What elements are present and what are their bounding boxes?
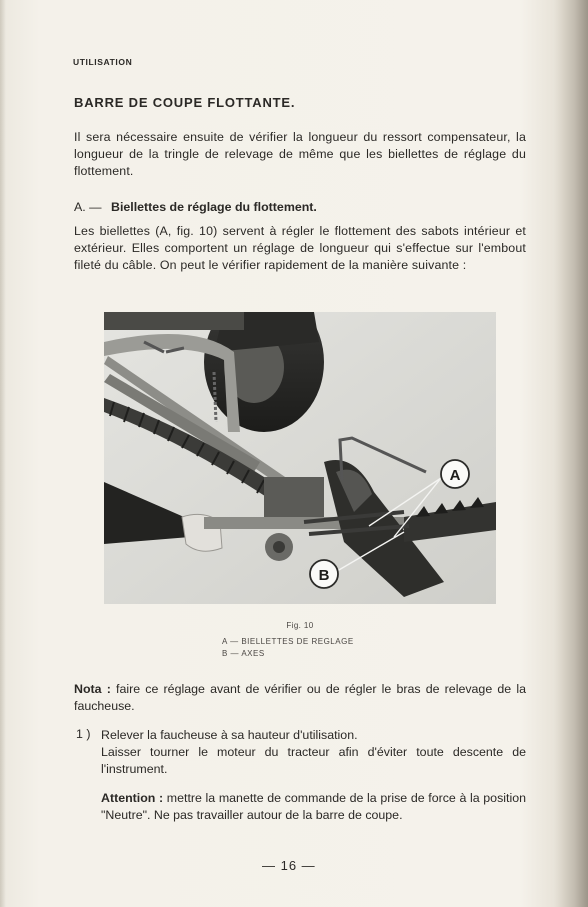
subsection-paragraph: Les biellettes (A, fig. 10) servent à régler le flottement des sabots intérieur et extérieur. Elles comportent un réglage de longueur qui s'effectue sur l'embout fileté du câble. On peut le vérifier rapidement de la manière suivante : <box>74 224 526 272</box>
nota-label: Nota : <box>74 682 111 696</box>
nota-paragraph <box>74 681 526 715</box>
attention-paragraph <box>101 790 526 824</box>
subsection-title: Biellettes de réglage du flottement. <box>111 200 317 214</box>
figure-caption: Fig. 10 <box>286 621 314 630</box>
attention-label: Attention : <box>101 791 164 805</box>
attention-text: mettre la manette de commande de la prise de force à la position "Neutre". Ne pas travailler autour de la barre de coupe. <box>101 791 526 822</box>
step-line-1: Relever la faucheuse à sa hauteur d'utilisation. <box>101 728 358 742</box>
step-line-2: Laisser tourner le moteur du tracteur afin d'éviter toute descente de l'instrument. <box>101 745 526 776</box>
intro-paragraph: Il sera nécessaire ensuite de vérifier la longueur du ressort compensateur, la longueur de la tringle de relevage de même que les biellettes de réglage du flottement. <box>74 130 526 178</box>
figure-legend-a: A — BIELLETTES DE REGLAGE <box>222 637 354 646</box>
page-fold-shadow <box>554 0 588 907</box>
callout-a-label: A <box>449 467 461 484</box>
section-label: UTILISATION <box>73 57 133 67</box>
figure-legend-b: B — AXES <box>222 649 265 658</box>
page-left-edge <box>0 0 6 907</box>
subsection-heading <box>74 200 317 214</box>
nota-text: faire ce réglage avant de vérifier ou de régler le bras de relevage de la faucheuse. <box>74 682 526 713</box>
figure-photo <box>104 312 496 604</box>
page-heading: BARRE DE COUPE FLOTTANTE. <box>74 95 296 110</box>
mower-photo <box>104 312 496 604</box>
page-number: — 16 — <box>262 858 316 873</box>
subsection-letter: A. — <box>74 200 102 214</box>
step-number: 1 ) <box>76 727 91 741</box>
callout-b-label: B <box>318 567 330 584</box>
